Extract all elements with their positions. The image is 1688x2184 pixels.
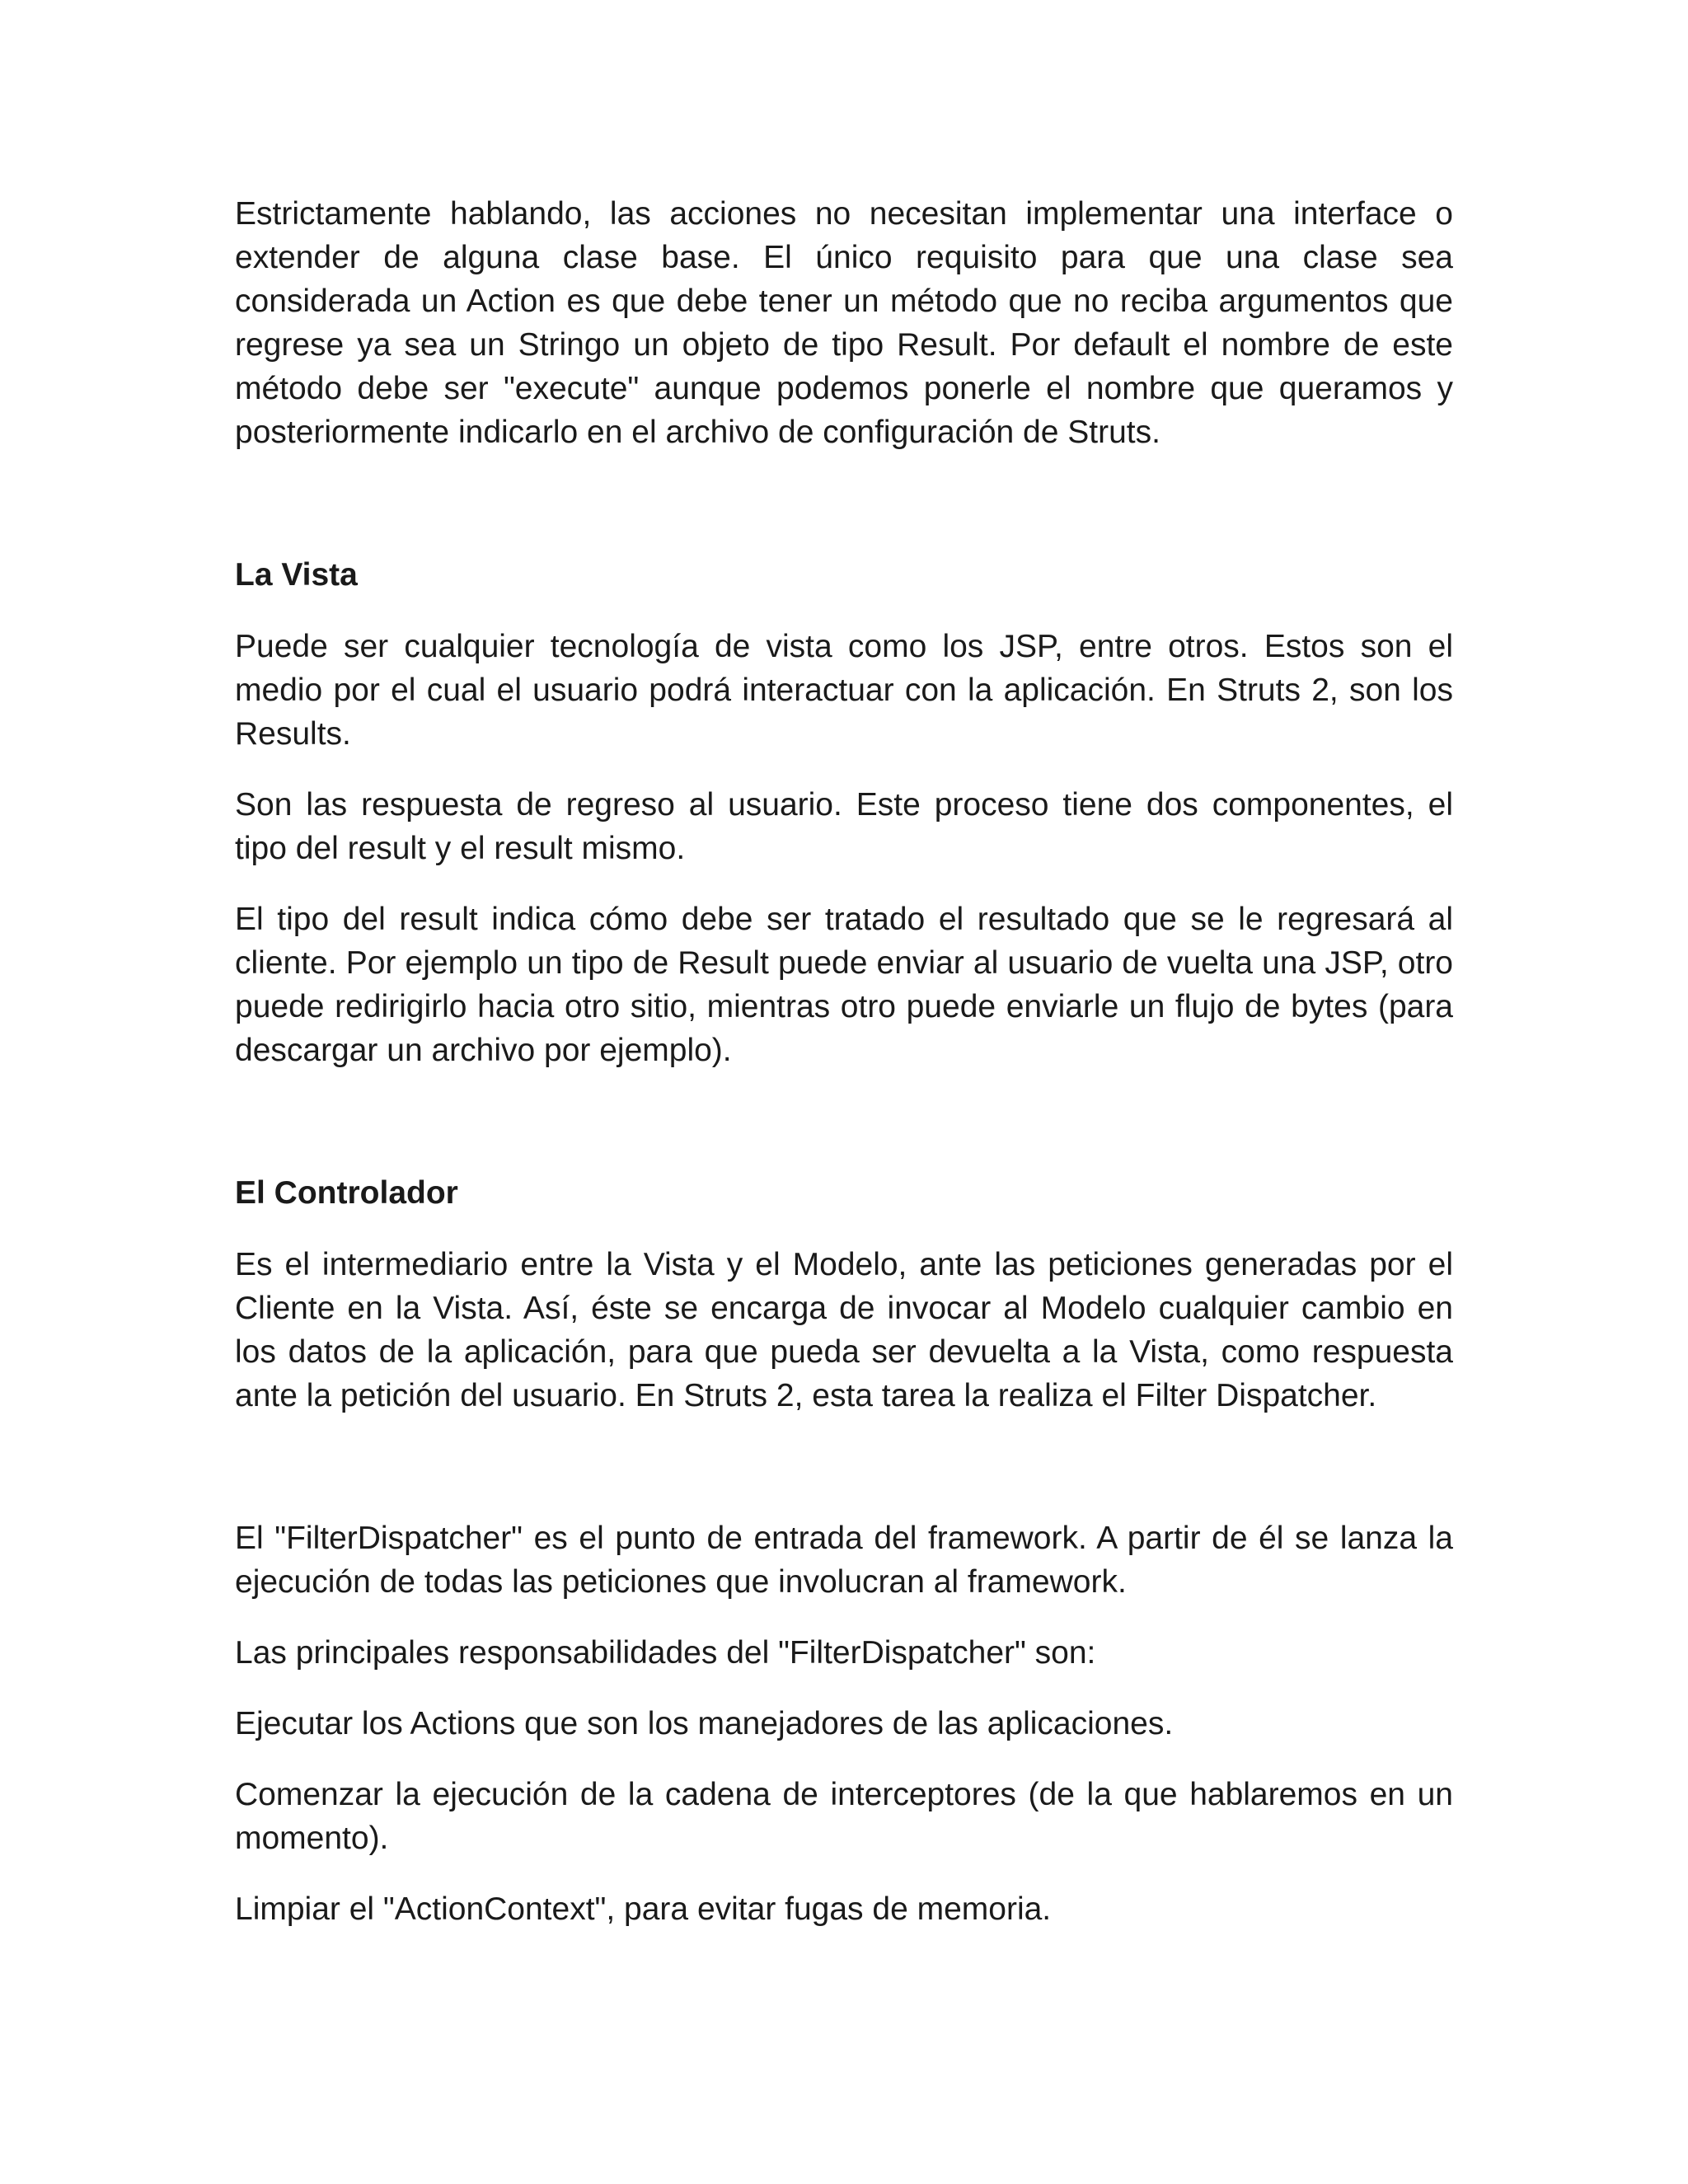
heading-la-vista: La Vista [235, 557, 358, 593]
paragraph-spacer [235, 1675, 1453, 1702]
paragraph-spacer [235, 756, 1453, 783]
paragraph-filterdispatcher-2: Las principales responsabilidades del "FilterDispatcher" son: [235, 1635, 1096, 1671]
paragraph-vista-2: Son las respuesta de regreso al usuario. Este proceso tiene dos componentes, el tipo del result y el result mismo. [235, 787, 1453, 866]
paragraph-spacer [235, 870, 1453, 898]
section-spacer [235, 1072, 1453, 1171]
paragraph-controlador-1: Es el intermediario entre la Vista y el Modelo, ante las peticiones generadas por el Cliente en la Vista. Así, éste se encarga de invocar al Modelo cualquier cambio en los datos de la aplicación, para que pueda ser devuelta a la Vista, como respuesta ante la petición del usuario. En Struts 2, esta tarea la realiza el Filter Dispatcher. [235, 1247, 1453, 1413]
paragraph-filterdispatcher-1: El "FilterDispatcher" es el punto de entrada del framework. A partir de él se lanza la ejecución de todas las peticiones que involucran al framework. [235, 1521, 1453, 1600]
heading-el-controlador: El Controlador [235, 1175, 458, 1211]
section-spacer [235, 1418, 1453, 1516]
paragraph-vista-1: Puede ser cualquier tecnología de vista como los JSP, entre otros. Estos son el medio por el cual el usuario podrá interactuar con la aplicación. En Struts 2, son los Results. [235, 629, 1453, 752]
paragraph-filterdispatcher-3: Ejecutar los Actions que son los manejadores de las aplicaciones. [235, 1706, 1174, 1741]
paragraph-spacer [235, 1860, 1453, 1887]
paragraph-spacer [235, 1746, 1453, 1773]
section-spacer [235, 454, 1453, 553]
paragraph-vista-3: El tipo del result indica cómo debe ser tratado el resultado que se le regresará al cliente. Por ejemplo un tipo de Result puede enviar al usuario de vuelta una JSP, otro puede redirigirlo hacia otro sitio, mientras otro puede enviarle un flujo de bytes (para descargar un archivo por ejemplo). [235, 902, 1453, 1068]
heading-spacer [235, 1215, 1453, 1243]
paragraph-filterdispatcher-5: Limpiar el "ActionContext", para evitar fugas de memoria. [235, 1891, 1052, 1927]
document-page [235, 192, 1453, 1931]
paragraph-filterdispatcher-4: Comenzar la ejecución de la cadena de interceptores (de la que hablaremos en un momento). [235, 1777, 1453, 1856]
heading-spacer [235, 597, 1453, 625]
paragraph-spacer [235, 1604, 1453, 1631]
paragraph-intro: Estrictamente hablando, las acciones no necesitan implementar una interface o extender de alguna clase base. El único requisito para que una clase sea considerada un Action es que debe tener un método que no reciba argumentos que regrese ya sea un Stringo un objeto de tipo Result. Por default el nombre de este método debe ser "execute" aunque podemos ponerle el nombre que queramos y posteriormente indicarlo en el archivo de configuración de Struts. [235, 196, 1453, 450]
